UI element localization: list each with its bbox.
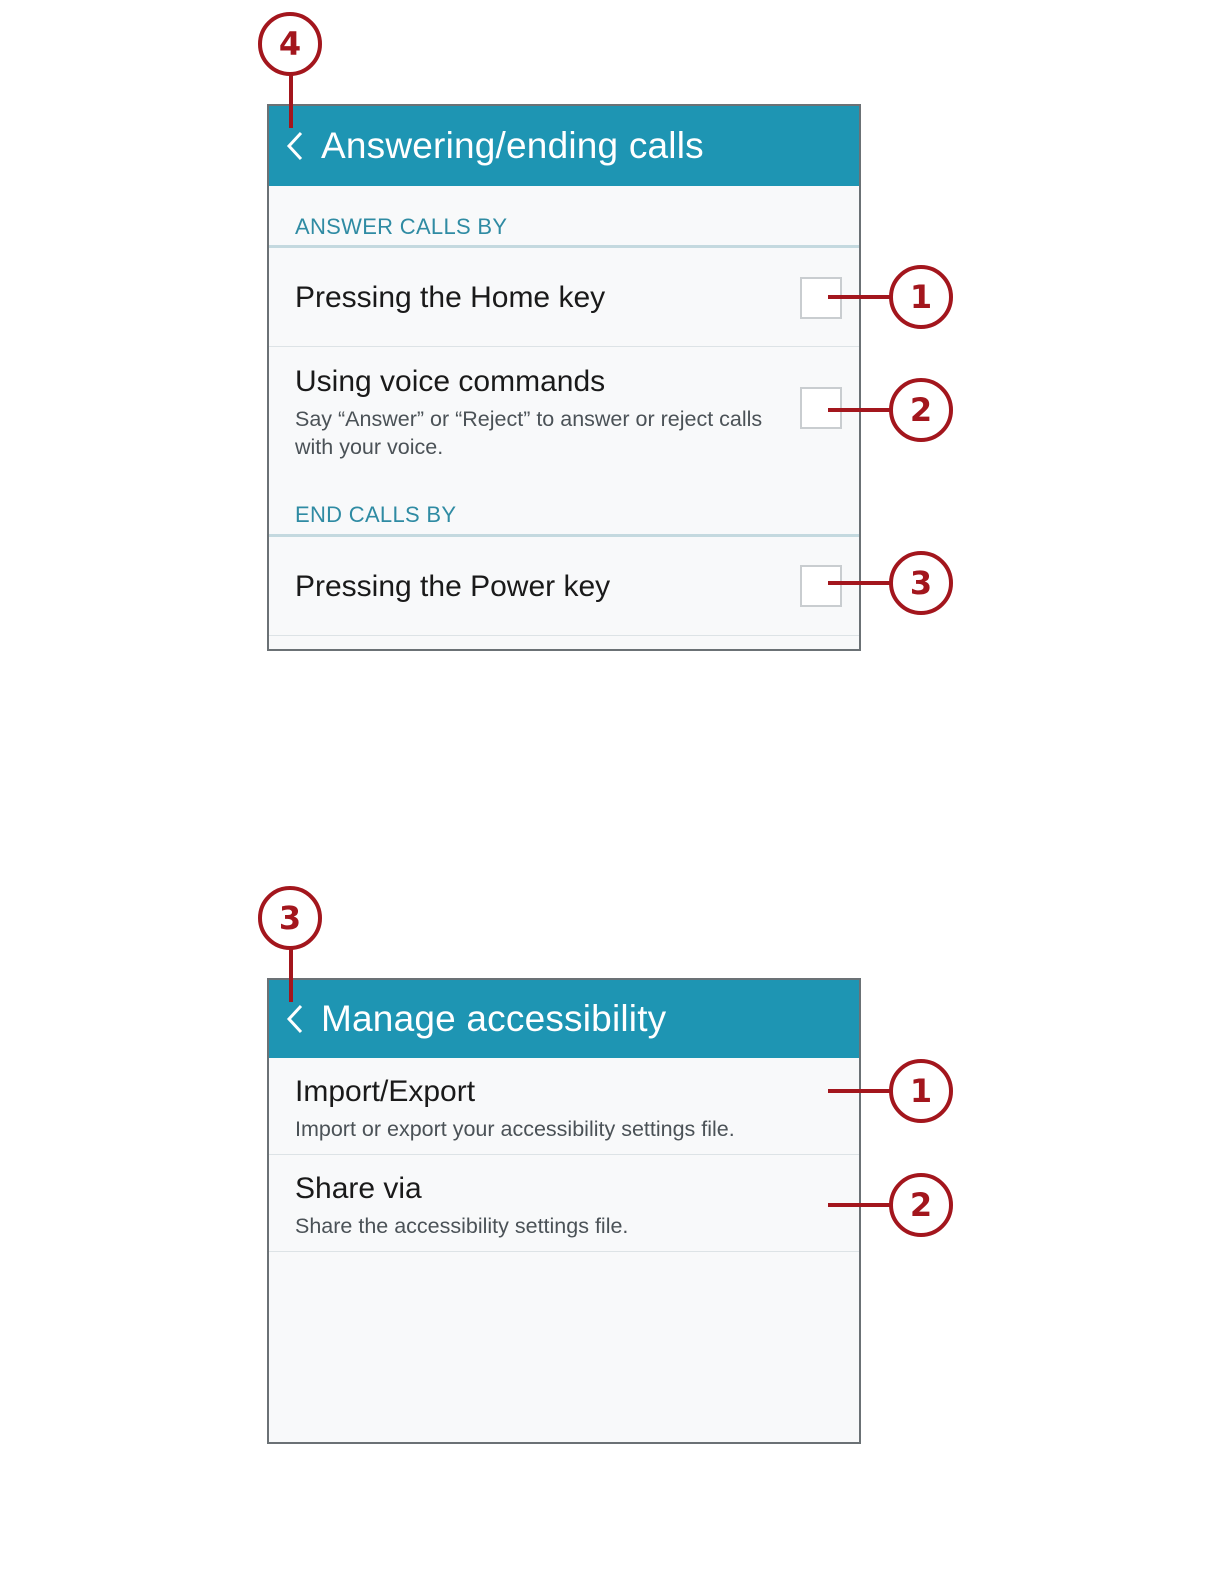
option-title: Import/Export (295, 1075, 476, 1108)
option-title: Share via (295, 1172, 422, 1205)
import-export-option[interactable] (269, 1058, 859, 1155)
callout-leader (828, 1089, 890, 1093)
callout-leader (289, 74, 293, 128)
voice-commands-option[interactable] (269, 347, 859, 467)
pressing-home-key-option[interactable] (269, 248, 859, 347)
callout-2: 2 (889, 1173, 953, 1237)
callout-leader (828, 408, 890, 412)
back-button[interactable] (269, 980, 321, 1058)
option-subtitle: Say “Answer” or “Reject” to answer or reject calls with your voice. (295, 407, 763, 459)
callout-1: 1 (889, 265, 953, 329)
manage-accessibility-screen (267, 978, 861, 1444)
power-key-checkbox[interactable] (800, 565, 842, 607)
callout-leader (289, 948, 293, 1002)
option-title: Using voice commands (295, 365, 606, 398)
callout-3: 3 (889, 551, 953, 615)
callout-1: 1 (889, 1059, 953, 1123)
chevron-left-icon (284, 1003, 306, 1035)
app-bar (269, 980, 859, 1058)
answer-calls-section-header: ANSWER CALLS BY (269, 186, 859, 248)
share-via-option[interactable] (269, 1155, 859, 1252)
chevron-left-icon (284, 130, 306, 162)
option-subtitle: Import or export your accessibility settings file. (295, 1117, 735, 1141)
callout-leader (828, 1203, 890, 1207)
page-title: Manage accessibility (321, 998, 667, 1039)
option-title: Pressing the Home key (295, 281, 606, 314)
option-subtitle: Share the accessibility settings file. (295, 1214, 629, 1238)
callout-4: 4 (258, 12, 322, 76)
page-title: Answering/ending calls (321, 125, 704, 166)
callout-3: 3 (258, 886, 322, 950)
callout-2: 2 (889, 378, 953, 442)
callout-leader (828, 295, 890, 299)
callout-leader (828, 581, 890, 585)
end-calls-section-header: END CALLS BY (269, 467, 859, 537)
back-button[interactable] (269, 106, 321, 186)
answering-ending-calls-screen (267, 104, 861, 651)
option-title: Pressing the Power key (295, 570, 611, 603)
app-bar (269, 106, 859, 186)
pressing-power-key-option[interactable] (269, 537, 859, 636)
